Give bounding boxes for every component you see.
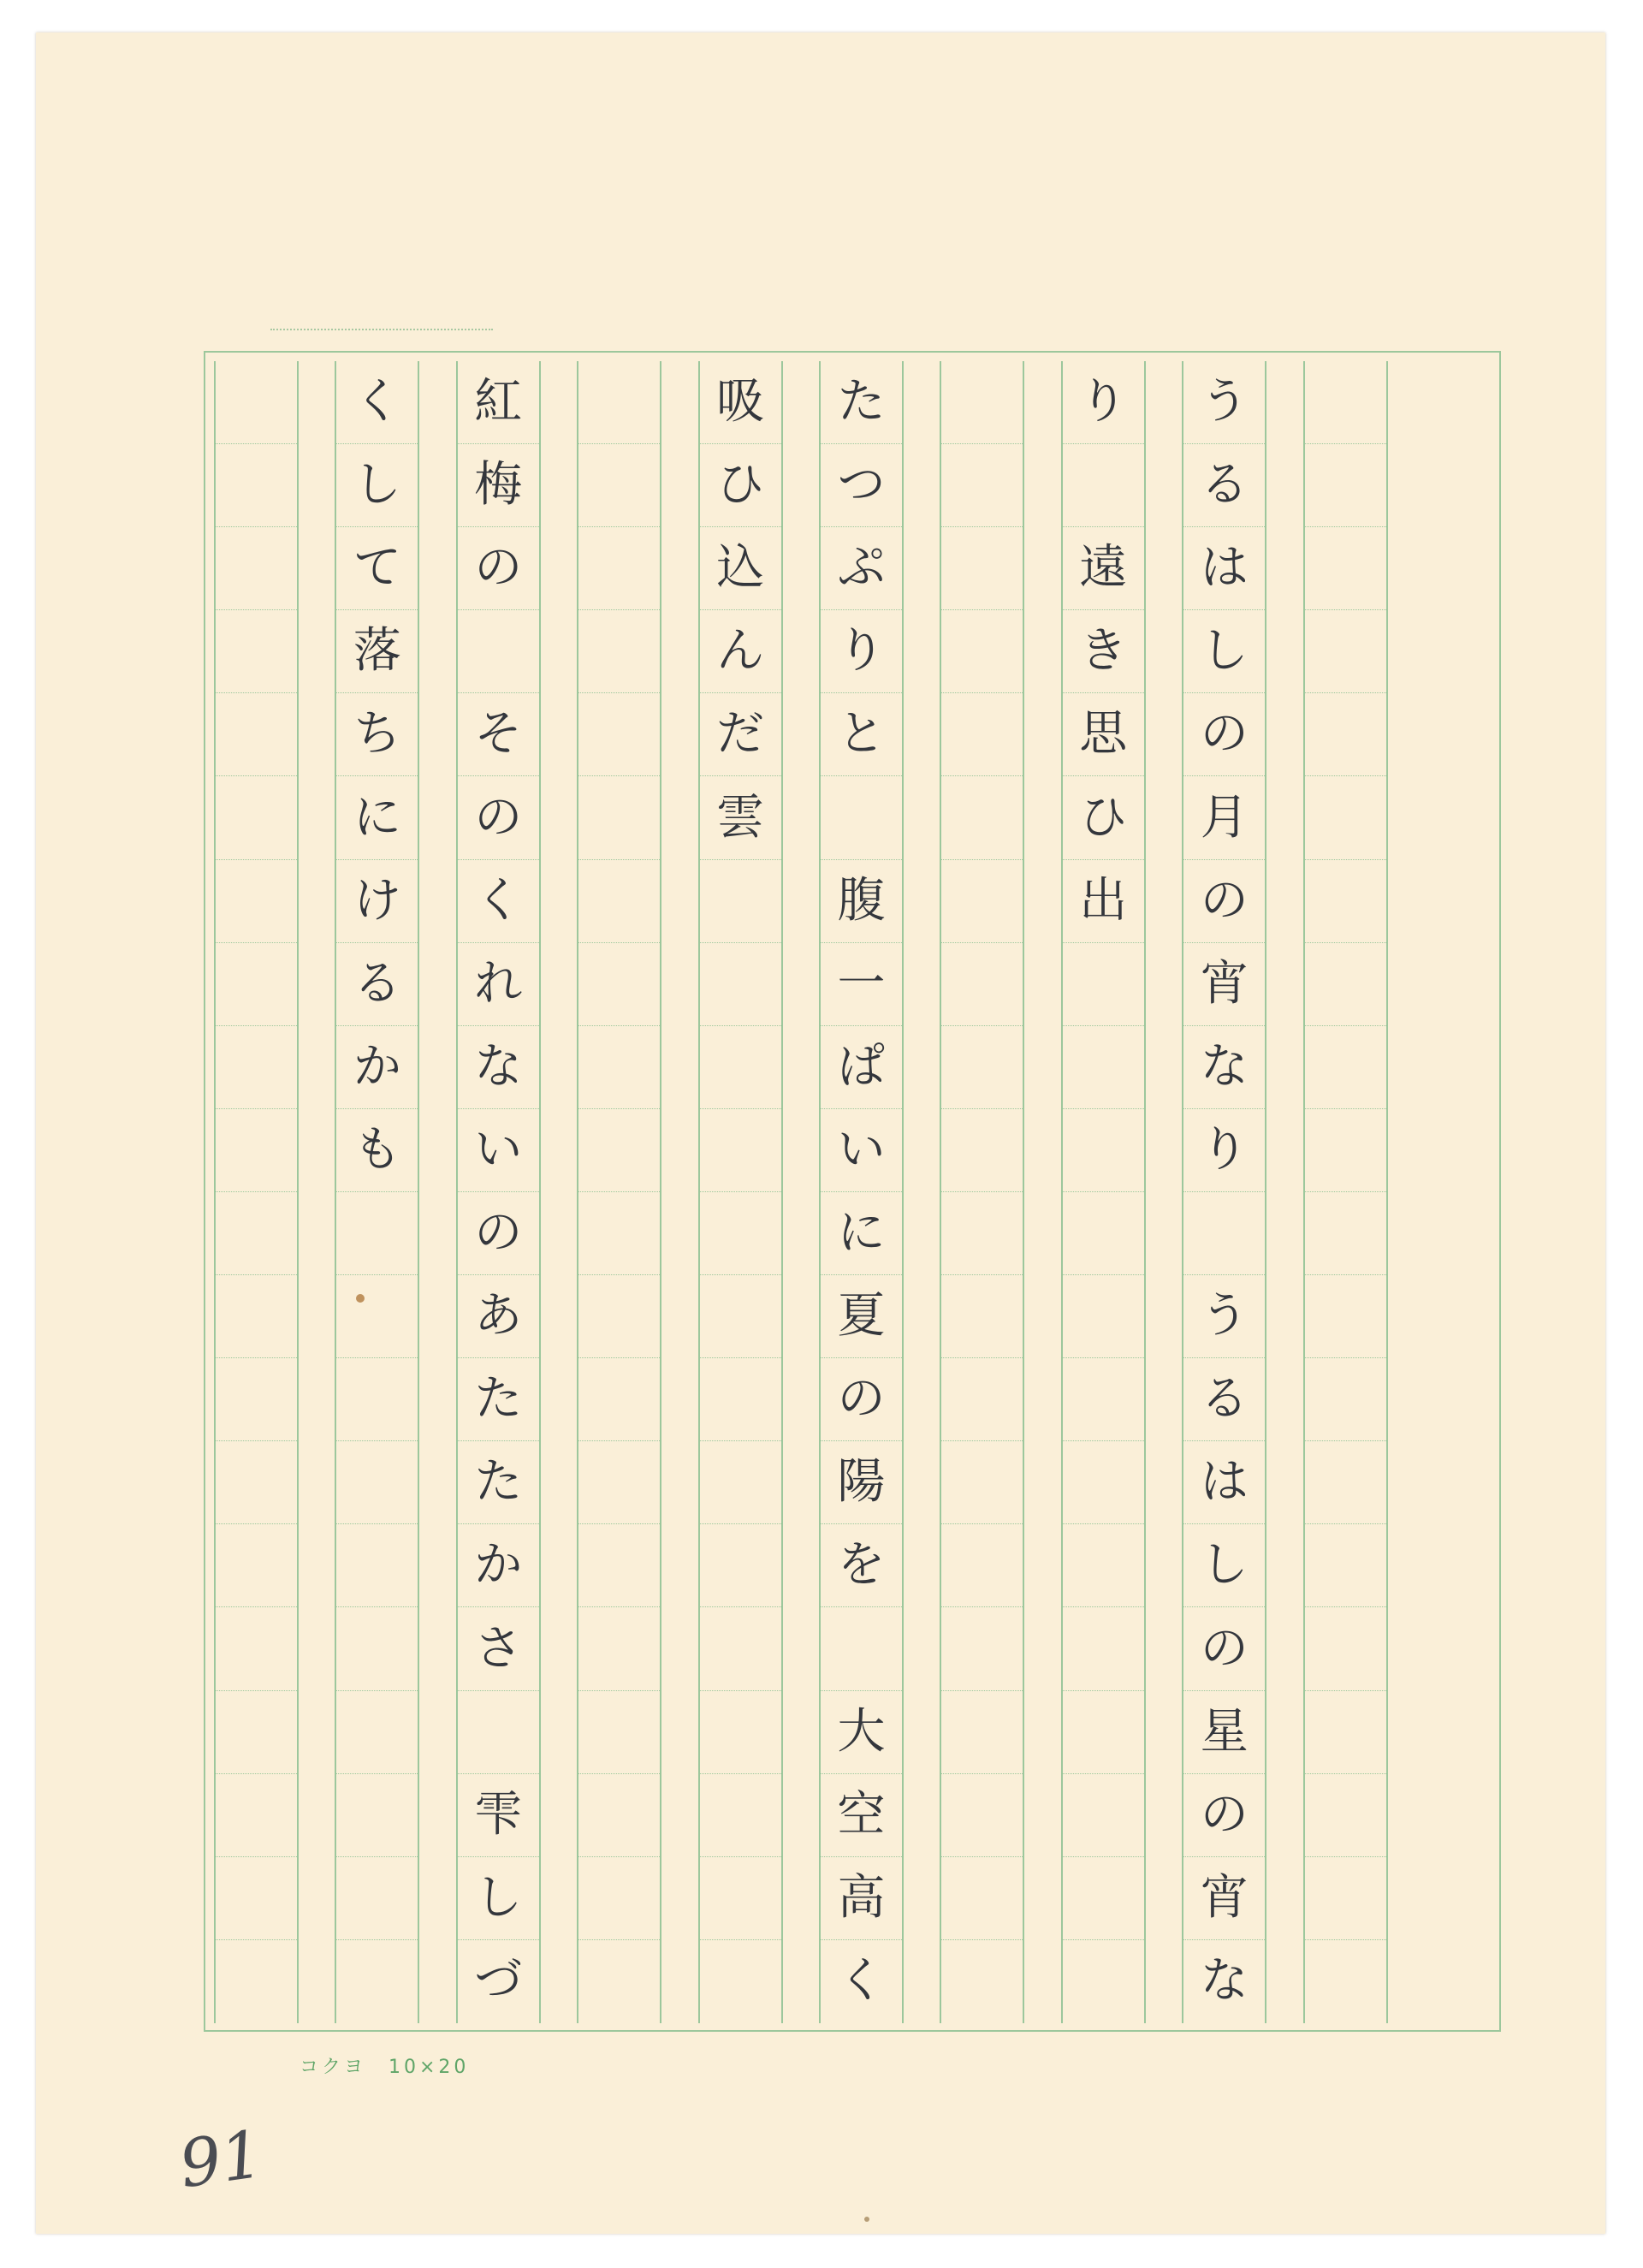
grid-cell	[216, 444, 297, 527]
grid-cell	[700, 527, 781, 610]
handwritten-character: る	[353, 955, 401, 1012]
handwritten-character: 高	[837, 1869, 886, 1926]
handwritten-character: そ	[474, 706, 523, 763]
grid-cell	[1063, 860, 1144, 943]
paper-mark	[864, 2217, 869, 2222]
grid-cell	[700, 1192, 781, 1275]
grid-cell	[700, 1524, 781, 1607]
grid-cell	[941, 777, 1023, 860]
handwritten-character: た	[474, 1371, 523, 1428]
grid-cell	[1305, 1940, 1386, 2023]
grid-cell	[1183, 1857, 1265, 1940]
grid-cell	[1063, 1940, 1144, 2023]
grid-cell	[336, 860, 418, 943]
grid-cell	[1183, 1524, 1265, 1607]
grid-column	[577, 361, 661, 2023]
grid-column	[940, 361, 1024, 2023]
grid-cell	[941, 610, 1023, 693]
grid-cell	[216, 1275, 297, 1358]
grid-cell	[700, 693, 781, 776]
grid-cell	[941, 1608, 1023, 1691]
grid-cell	[216, 943, 297, 1026]
grid-cell	[821, 444, 902, 527]
grid-cell	[578, 1524, 660, 1607]
grid-cell	[578, 527, 660, 610]
grid-cell	[1183, 527, 1265, 610]
handwritten-character: る	[1200, 1371, 1249, 1428]
handwritten-character: る	[1200, 457, 1249, 514]
grid-cell	[1063, 1275, 1144, 1358]
grid-column	[335, 361, 419, 2023]
handwritten-character: の	[474, 1205, 523, 1262]
grid-cell	[216, 1441, 297, 1524]
grid-cell	[578, 1275, 660, 1358]
grid-cell	[458, 1026, 539, 1109]
grid-cell	[336, 1026, 418, 1109]
grid-cell	[578, 610, 660, 693]
grid-cell	[1305, 693, 1386, 776]
grid-cell	[336, 1691, 418, 1774]
grid-cell	[458, 860, 539, 943]
grid-cell	[336, 1275, 418, 1358]
grid-cell	[458, 1857, 539, 1940]
grid-cell	[578, 361, 660, 444]
grid-cell	[458, 1441, 539, 1524]
grid-cell	[578, 1691, 660, 1774]
grid-cell	[941, 693, 1023, 776]
handwritten-character: も	[353, 1121, 401, 1178]
handwritten-character: 梅	[474, 457, 523, 514]
grid-cell	[216, 693, 297, 776]
grid-cell	[1305, 527, 1386, 610]
handwritten-character: ぱ	[837, 1038, 886, 1095]
handwritten-character: あ	[474, 1288, 523, 1345]
grid-cell	[1305, 943, 1386, 1026]
grid-column	[1061, 361, 1146, 2023]
grid-cell	[821, 1109, 902, 1192]
grid-cell	[821, 1774, 902, 1857]
grid-cell	[216, 1940, 297, 2023]
handwritten-character: を	[837, 1537, 886, 1594]
grid-cell	[458, 610, 539, 693]
grid-cell	[700, 1940, 781, 2023]
grid-cell	[700, 1691, 781, 1774]
grid-cell	[1063, 1026, 1144, 1109]
grid-cell	[700, 1857, 781, 1940]
handwritten-character: 腹	[837, 872, 886, 929]
grid-cell	[336, 1109, 418, 1192]
grid-cell	[941, 1109, 1023, 1192]
grid-cell	[821, 1358, 902, 1441]
handwritten-character: い	[837, 1121, 886, 1178]
grid-cell	[216, 1192, 297, 1275]
handwritten-character: か	[474, 1537, 523, 1594]
grid-cell	[821, 693, 902, 776]
grid-cell	[458, 1358, 539, 1441]
handwritten-character: 一	[837, 955, 886, 1012]
grid-cell	[1063, 693, 1144, 776]
grid-cell	[216, 1358, 297, 1441]
grid-cell	[941, 1275, 1023, 1358]
grid-cell	[1063, 610, 1144, 693]
grid-cell	[1305, 1524, 1386, 1607]
grid-cell	[821, 527, 902, 610]
handwritten-character: 落	[353, 623, 401, 680]
grid-cell	[1305, 1109, 1386, 1192]
grid-cell	[700, 943, 781, 1026]
grid-cell	[821, 1524, 902, 1607]
handwritten-character: ぷ	[837, 540, 886, 597]
grid-cell	[941, 1940, 1023, 2023]
grid-cell	[941, 361, 1023, 444]
handwritten-character: た	[837, 374, 886, 430]
grid-cell	[578, 1026, 660, 1109]
grid-cell	[700, 1275, 781, 1358]
handwritten-character: の	[474, 789, 523, 846]
grid-cell	[336, 1940, 418, 2023]
grid-cell	[941, 860, 1023, 943]
handwritten-character: か	[353, 1038, 401, 1095]
handwritten-character: ち	[353, 706, 401, 763]
handwritten-character: り	[837, 623, 886, 680]
grid-cell	[1063, 1608, 1144, 1691]
handwritten-character: の	[1200, 1786, 1249, 1843]
grid-cell	[1183, 1691, 1265, 1774]
grid-cell	[336, 1857, 418, 1940]
grid-cell	[216, 1524, 297, 1607]
grid-cell	[336, 1774, 418, 1857]
paper-stain	[356, 1294, 365, 1303]
grid-cell	[1305, 1026, 1386, 1109]
grid-cell	[1183, 860, 1265, 943]
grid-cell	[578, 1358, 660, 1441]
grid-column	[819, 361, 904, 2023]
grid-cell	[1183, 1192, 1265, 1275]
handwritten-character: 星	[1200, 1703, 1249, 1760]
grid-cell	[1305, 777, 1386, 860]
handwritten-character: 宵	[1200, 955, 1249, 1012]
grid-cell	[1305, 1857, 1386, 1940]
handwritten-character: 月	[1200, 789, 1249, 846]
handwritten-character: な	[474, 1038, 523, 1095]
grid-cell	[941, 1441, 1023, 1524]
grid-cell	[1183, 1940, 1265, 2023]
handwritten-character: し	[474, 1869, 523, 1926]
grid-column	[456, 361, 541, 2023]
grid-cell	[821, 610, 902, 693]
handwritten-character: な	[1200, 1038, 1249, 1095]
grid-cell	[821, 1192, 902, 1275]
grid-cell	[458, 1192, 539, 1275]
grid-cell	[941, 1691, 1023, 1774]
grid-cell	[1063, 777, 1144, 860]
manuscript-sheet	[36, 33, 1605, 2234]
grid-cell	[1063, 1109, 1144, 1192]
grid-cell	[216, 610, 297, 693]
handwritten-character: な	[1200, 1953, 1249, 2010]
grid-cell	[216, 1774, 297, 1857]
grid-cell	[216, 777, 297, 860]
handwritten-character: 紅	[474, 374, 523, 430]
handwritten-character: し	[353, 457, 401, 514]
handwritten-character: 雫	[474, 1786, 523, 1843]
handwritten-character: く	[837, 1953, 886, 2010]
grid-cell	[941, 1524, 1023, 1607]
grid-cell	[336, 943, 418, 1026]
grid-cell	[336, 444, 418, 527]
grid-cell	[1305, 1275, 1386, 1358]
handwritten-character: ひ	[1079, 789, 1128, 846]
grid-cell	[336, 777, 418, 860]
handwritten-character: ひ	[716, 457, 765, 514]
grid-cell	[578, 943, 660, 1026]
grid-cell	[1063, 943, 1144, 1026]
grid-cell	[1305, 1774, 1386, 1857]
grid-cell	[1305, 361, 1386, 444]
grid-cell	[458, 693, 539, 776]
page-number: 91	[175, 2115, 268, 2203]
grid-cell	[578, 1109, 660, 1192]
grid-cell	[821, 1857, 902, 1940]
grid-cell	[1305, 860, 1386, 943]
handwritten-character: う	[1200, 374, 1249, 430]
grid-cell	[1063, 1192, 1144, 1275]
grid-cell	[700, 777, 781, 860]
grid-cell	[458, 361, 539, 444]
handwritten-character: れ	[474, 955, 523, 1012]
grid-cell	[458, 1774, 539, 1857]
grid-cell	[1063, 1857, 1144, 1940]
brand-label: コクヨ 10×20	[300, 2057, 470, 2078]
handwritten-character: の	[1200, 872, 1249, 929]
grid-cell	[1183, 777, 1265, 860]
grid-cell	[700, 1026, 781, 1109]
grid-cell	[700, 610, 781, 693]
grid-cell	[1183, 444, 1265, 527]
grid-cell	[216, 1026, 297, 1109]
handwritten-character: の	[474, 540, 523, 597]
handwritten-character: ん	[716, 623, 765, 680]
grid-cell	[1305, 1441, 1386, 1524]
handwritten-character: う	[1200, 1288, 1249, 1345]
grid-cell	[941, 1192, 1023, 1275]
handwritten-character: 出	[1079, 872, 1128, 929]
grid-cell	[336, 610, 418, 693]
grid-cell	[700, 361, 781, 444]
grid-cell	[700, 1109, 781, 1192]
grid-column	[1182, 361, 1266, 2023]
grid-cell	[1305, 1608, 1386, 1691]
grid-column	[1303, 361, 1388, 2023]
grid-cell	[821, 361, 902, 444]
handwritten-character: だ	[716, 706, 765, 763]
grid-cell	[941, 1857, 1023, 1940]
handwritten-character: 宵	[1200, 1869, 1249, 1926]
handwritten-character: 遠	[1079, 540, 1128, 597]
grid-cell	[941, 1358, 1023, 1441]
genkou-grid	[204, 351, 1501, 2032]
grid-cell	[941, 444, 1023, 527]
grid-cell	[1183, 693, 1265, 776]
handwritten-character: 雲	[716, 789, 765, 846]
grid-cell	[700, 444, 781, 527]
grid-cell	[1183, 1358, 1265, 1441]
grid-cell	[700, 1774, 781, 1857]
handwritten-character: つ	[837, 457, 886, 514]
grid-cell	[1305, 610, 1386, 693]
handwritten-character: け	[353, 872, 401, 929]
grid-cell	[821, 1026, 902, 1109]
handwritten-character: 夏	[837, 1288, 886, 1345]
grid-cell	[578, 1774, 660, 1857]
grid-cell	[821, 1608, 902, 1691]
grid-cell	[1183, 610, 1265, 693]
grid-cell	[336, 1192, 418, 1275]
handwritten-character: さ	[474, 1620, 523, 1677]
grid-cell	[821, 860, 902, 943]
grid-cell	[458, 1940, 539, 2023]
grid-cell	[458, 527, 539, 610]
grid-cell	[458, 444, 539, 527]
grid-cell	[941, 1026, 1023, 1109]
grid-cell	[1183, 361, 1265, 444]
grid-cell	[941, 527, 1023, 610]
grid-cell	[1063, 1774, 1144, 1857]
grid-cell	[216, 361, 297, 444]
handwritten-character: は	[1200, 1454, 1249, 1511]
grid-cell	[1183, 1441, 1265, 1524]
grid-cell	[216, 1608, 297, 1691]
grid-cell	[821, 777, 902, 860]
grid-cell	[578, 1608, 660, 1691]
grid-cell	[216, 527, 297, 610]
grid-cell	[821, 943, 902, 1026]
handwritten-character: 思	[1079, 706, 1128, 763]
handwritten-character: き	[1079, 623, 1128, 680]
handwritten-character: の	[837, 1371, 886, 1428]
grid-cell	[578, 693, 660, 776]
grid-cell	[1063, 1524, 1144, 1607]
grid-cell	[1305, 444, 1386, 527]
handwritten-character: の	[1200, 706, 1249, 763]
grid-column	[214, 361, 299, 2023]
grid-cell	[1063, 1358, 1144, 1441]
grid-cell	[216, 1109, 297, 1192]
grid-cell	[336, 361, 418, 444]
handwritten-character: り	[1079, 374, 1128, 430]
grid-cell	[336, 1524, 418, 1607]
grid-cell	[1183, 1774, 1265, 1857]
grid-cell	[1063, 361, 1144, 444]
handwritten-character: と	[837, 706, 886, 763]
grid-cell	[1063, 527, 1144, 610]
handwritten-character: く	[474, 872, 523, 929]
grid-cell	[1063, 444, 1144, 527]
handwritten-character: た	[474, 1454, 523, 1511]
grid-cell	[458, 1109, 539, 1192]
grid-cell	[1063, 1441, 1144, 1524]
handwritten-character: 陽	[837, 1454, 886, 1511]
grid-cell	[700, 860, 781, 943]
grid-cell	[578, 777, 660, 860]
handwritten-character: に	[837, 1205, 886, 1262]
handwritten-character: 空	[837, 1786, 886, 1843]
grid-cell	[941, 943, 1023, 1026]
handwritten-character: 吸	[716, 374, 765, 430]
grid-cell	[1305, 1358, 1386, 1441]
grid-cell	[1183, 1109, 1265, 1192]
grid-cell	[336, 1441, 418, 1524]
grid-cell	[458, 1608, 539, 1691]
grid-cell	[1063, 1691, 1144, 1774]
grid-cell	[1305, 1192, 1386, 1275]
grid-cell	[216, 1691, 297, 1774]
grid-cell	[821, 1691, 902, 1774]
handwritten-character: く	[353, 374, 401, 430]
grid-cell	[700, 1608, 781, 1691]
grid-cell	[1183, 1275, 1265, 1358]
handwritten-character: り	[1200, 1121, 1249, 1178]
grid-cell	[458, 1691, 539, 1774]
grid-cell	[700, 1441, 781, 1524]
grid-cell	[336, 527, 418, 610]
grid-cell	[1183, 943, 1265, 1026]
handwritten-character: い	[474, 1121, 523, 1178]
handwritten-character: に	[353, 789, 401, 846]
grid-cell	[1183, 1608, 1265, 1691]
grid-cell	[458, 943, 539, 1026]
grid-cell	[458, 1524, 539, 1607]
grid-cell	[700, 1358, 781, 1441]
grid-cell	[941, 1774, 1023, 1857]
grid-cell	[216, 1857, 297, 1940]
handwritten-character: 大	[837, 1703, 886, 1760]
grid-cell	[458, 1275, 539, 1358]
handwritten-character: し	[1200, 1537, 1249, 1594]
grid-cell	[821, 1275, 902, 1358]
grid-cell	[578, 1857, 660, 1940]
grid-cell	[578, 860, 660, 943]
handwritten-character: づ	[474, 1953, 523, 2010]
handwritten-character: し	[1200, 623, 1249, 680]
handwritten-character: 込	[716, 540, 765, 597]
grid-cell	[1183, 1026, 1265, 1109]
handwritten-character: て	[353, 540, 401, 597]
grid-cell	[578, 1192, 660, 1275]
grid-cell	[216, 860, 297, 943]
grid-cell	[336, 1358, 418, 1441]
grid-cell	[578, 1441, 660, 1524]
grid-cell	[336, 693, 418, 776]
grid-cell	[578, 1940, 660, 2023]
grid-column	[698, 361, 783, 2023]
grid-cell	[821, 1441, 902, 1524]
header-dotted-line	[270, 329, 493, 330]
grid-cell	[821, 1940, 902, 2023]
handwritten-character: は	[1200, 540, 1249, 597]
grid-cell	[458, 777, 539, 860]
grid-cell	[336, 1608, 418, 1691]
grid-cell	[1305, 1691, 1386, 1774]
handwritten-character: の	[1200, 1620, 1249, 1677]
grid-cell	[578, 444, 660, 527]
